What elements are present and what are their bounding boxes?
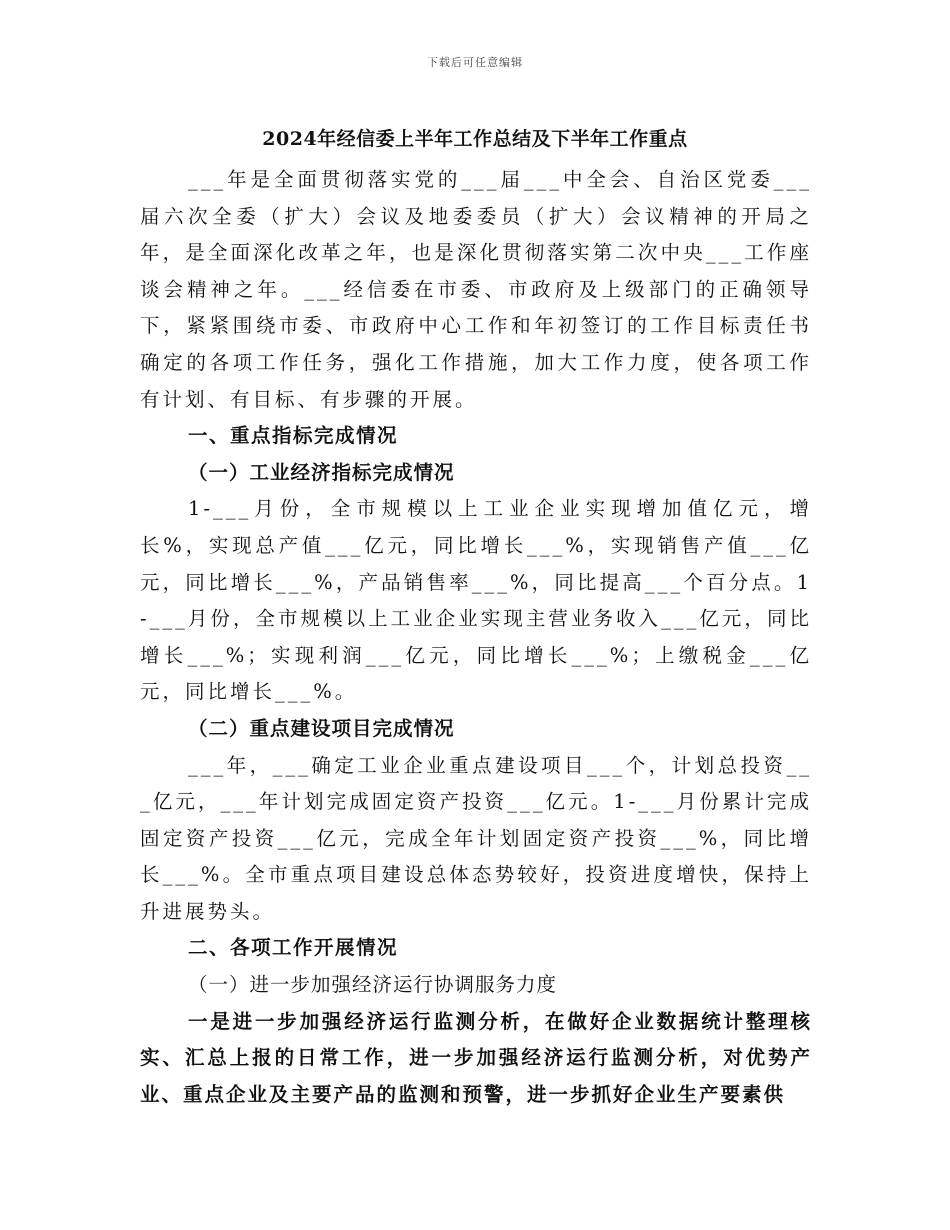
section-1-heading: 一、重点指标完成情况	[188, 424, 399, 448]
section-1-sub-2-heading: （二）重点建设项目完成情况	[188, 716, 455, 740]
document-title: 2024年经信委上半年工作总结及下半年工作重点	[262, 128, 688, 150]
section-2-sub-1-heading: （一）进一步加强经济运行协调服务力度	[188, 973, 558, 997]
section-1-sub-2-paragraph: ___年，___确定工业企业重点建设项目___个，计划总投资___亿元，___年计划完成固定资产投资___亿元。1-___月份累计完成固定资产投资___亿元，完成全年计划固定资产投资___%，同比增长___%。全市重点项目建设总体态势较好，投资进度增快，保持上升进展势头。	[140, 753, 812, 923]
document-body	[140, 162, 812, 1113]
header-note: 下载后可任意编辑	[427, 56, 523, 69]
intro-paragraph: ___年是全面贯彻落实党的___届___中全会、自治区党委___届六次全委（扩大）会议及地委委员（扩大）会议精神的开局之年，是全面深化改革之年，也是深化贯彻落实第二次中央___工作座谈会精神之年。___经信委在市委、市政府及上级部门的正确领导下，紧紧围绕市委、市政府中心工作和年初签订的工作目标责任书确定的各项工作任务，强化工作措施，加大工作力度，使各项工作有计划、有目标、有步骤的开展。	[140, 168, 812, 411]
section-1-sub-1-heading: （一）工业经济指标完成情况	[188, 460, 455, 484]
section-2-heading: 二、各项工作开展情况	[188, 936, 399, 960]
section-1-sub-1-paragraph: 1-___月份，全市规模以上工业企业实现增加值亿元，增长%，实现总产值___亿元，同比增长___%，实现销售产值___亿元，同比增长___%，产品销售率___%，同比提高___个百分点。1-___月份，全市规模以上工业企业实现主营业务收入___亿元，同比增长___%；实现利润___亿元，同比增长___%；上缴税金___亿元，同比增长___%。	[140, 497, 812, 704]
section-2-sub-1-paragraph: 一是进一步加强经济运行监测分析，在做好企业数据统计整理核实、汇总上报的日常工作，进一步加强经济运行监测分析，对优势产业、重点企业及主要产品的监测和预警，进一步抓好企业生产要素供	[140, 1009, 812, 1106]
